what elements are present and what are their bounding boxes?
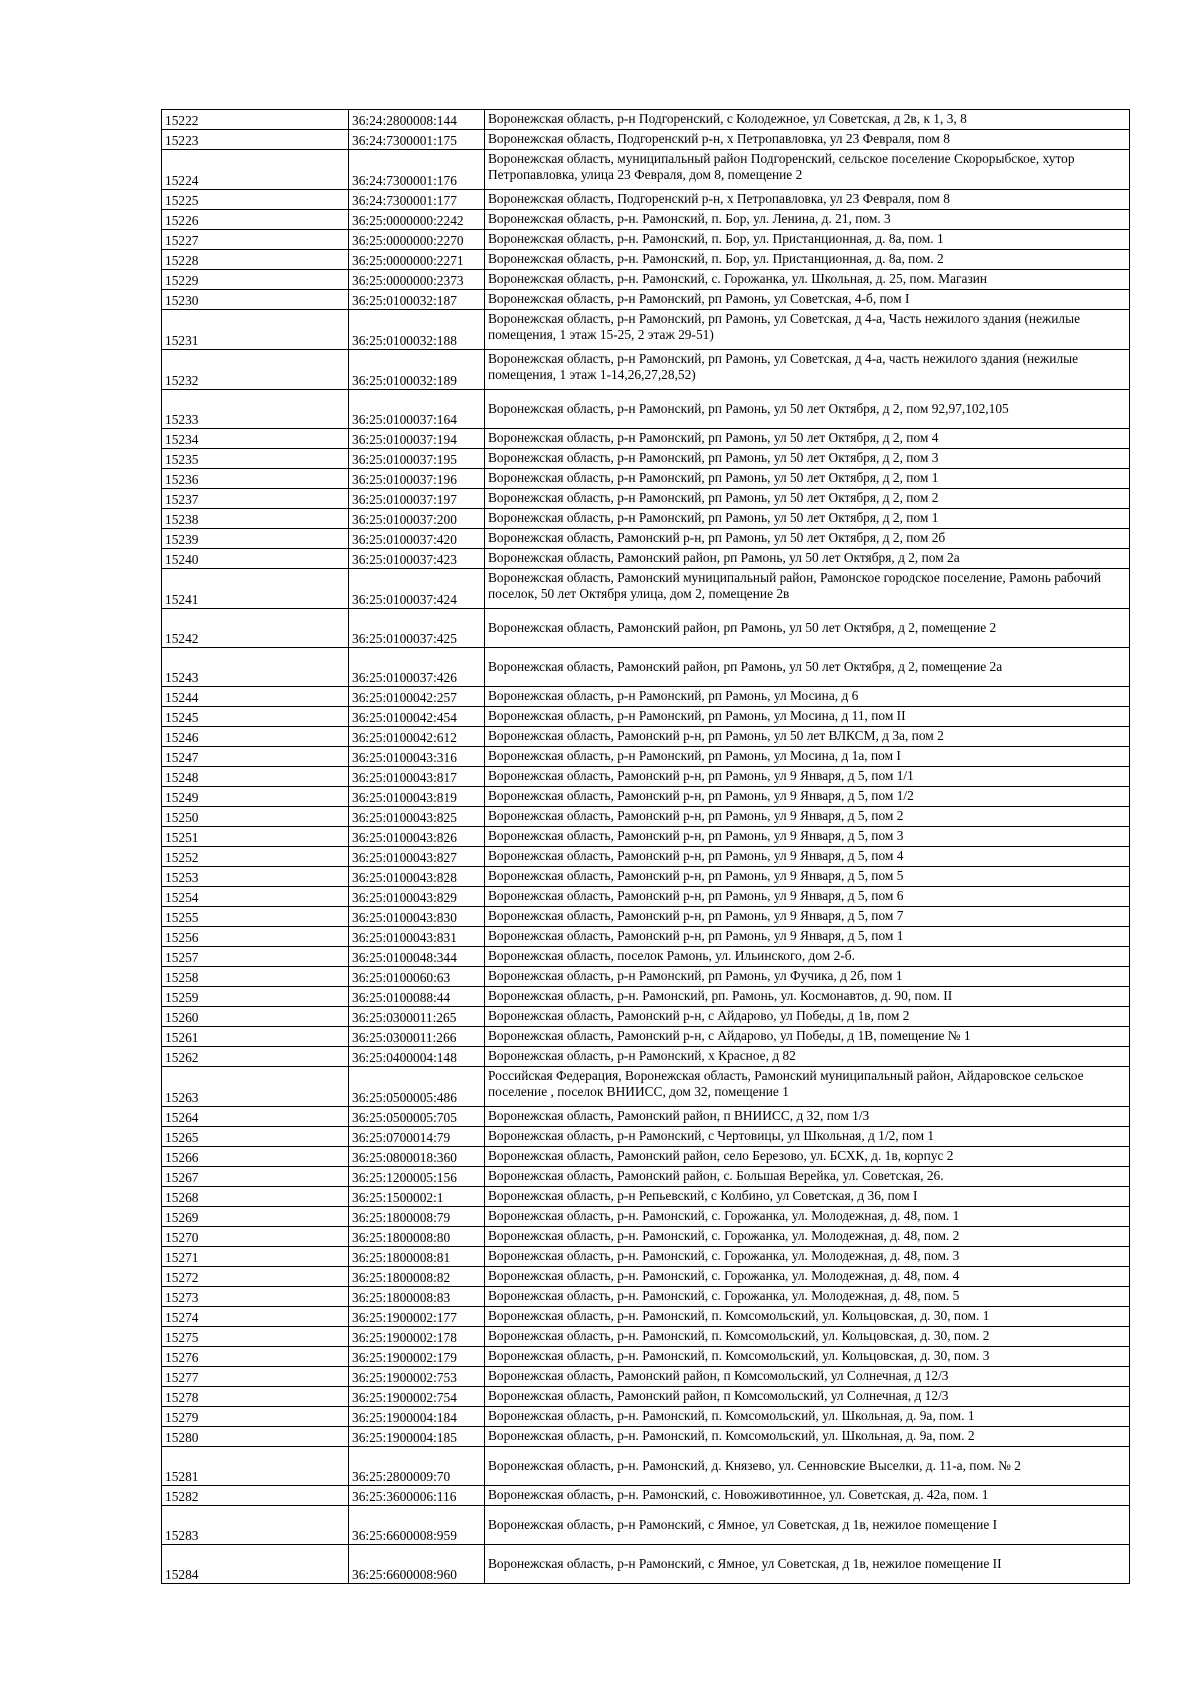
table-row — [162, 747, 1130, 767]
row-number-cell: 15273 — [162, 1287, 349, 1307]
cadastral-number-cell: 36:24:7300001:176 — [349, 150, 485, 190]
address-cell: Воронежская область, муниципальный район Подгоренский, сельское поселение Скорорыбское, хутор Петропавловка, улица 23 Февраля, дом 8, помещение 2 — [485, 150, 1130, 190]
cadastral-number-cell: 36:25:0000000:2270 — [349, 230, 485, 250]
table-row — [162, 1107, 1130, 1127]
table-row — [162, 230, 1130, 250]
table-row — [162, 1067, 1130, 1107]
cadastral-number-cell: 36:25:1900002:179 — [349, 1347, 485, 1367]
row-number-cell: 15245 — [162, 707, 349, 727]
cadastral-number-cell: 36:25:0100043:825 — [349, 807, 485, 827]
table-row — [162, 1327, 1130, 1347]
cadastral-number-cell: 36:25:2800009:70 — [349, 1447, 485, 1486]
cadastral-number-cell: 36:25:1500002:1 — [349, 1187, 485, 1207]
cadastral-number-cell: 36:25:0100037:200 — [349, 509, 485, 529]
row-number-cell: 15253 — [162, 867, 349, 887]
address-cell: Воронежская область, р-н Рамонский, с Чертовицы, ул Школьная, д 1/2, пом 1 — [485, 1127, 1130, 1147]
table-row — [162, 1447, 1130, 1486]
row-number-cell: 15244 — [162, 687, 349, 707]
table-row — [162, 210, 1130, 230]
table-row — [162, 887, 1130, 907]
registry-table-body — [162, 110, 1130, 1584]
row-number-cell: 15242 — [162, 609, 349, 648]
table-row — [162, 687, 1130, 707]
cadastral-number-cell: 36:25:1800008:82 — [349, 1267, 485, 1287]
address-cell: Воронежская область, р-н. Рамонский, с. Горожанка, ул. Молодежная, д. 48, пом. 1 — [485, 1207, 1130, 1227]
row-number-cell: 15265 — [162, 1127, 349, 1147]
address-cell: Воронежская область, р-н. Рамонский, рп. Рамонь, ул. Космонавтов, д. 90, пом. II — [485, 987, 1130, 1007]
row-number-cell: 15267 — [162, 1167, 349, 1187]
table-row — [162, 1047, 1130, 1067]
cadastral-number-cell: 36:25:1800008:80 — [349, 1227, 485, 1247]
table-row — [162, 1407, 1130, 1427]
table-row — [162, 609, 1130, 648]
address-cell: Воронежская область, р-н Рамонский, рп Рамонь, ул Мосина, д 6 — [485, 687, 1130, 707]
cadastral-number-cell: 36:25:0100037:424 — [349, 569, 485, 609]
table-row — [162, 190, 1130, 210]
row-number-cell: 15246 — [162, 727, 349, 747]
row-number-cell: 15274 — [162, 1307, 349, 1327]
cadastral-number-cell: 36:25:0100037:196 — [349, 469, 485, 489]
address-cell: Воронежская область, Рамонский район, п ВНИИСС, д 32, пом 1/3 — [485, 1107, 1130, 1127]
row-number-cell: 15259 — [162, 987, 349, 1007]
address-cell: Воронежская область, р-н Рамонский, х Красное, д 82 — [485, 1047, 1130, 1067]
table-row — [162, 429, 1130, 449]
cadastral-number-cell: 36:24:7300001:175 — [349, 130, 485, 150]
row-number-cell: 15228 — [162, 250, 349, 270]
address-cell: Воронежская область, Рамонский район, рп Рамонь, ул 50 лет Октября, д 2, помещение 2 — [485, 609, 1130, 648]
address-cell: Воронежская область, Рамонский р-н, рп Рамонь, ул 9 Января, д 5, пом 1 — [485, 927, 1130, 947]
row-number-cell: 15277 — [162, 1367, 349, 1387]
table-row — [162, 707, 1130, 727]
cadastral-number-cell: 36:25:1900002:178 — [349, 1327, 485, 1347]
cadastral-number-cell: 36:25:1200005:156 — [349, 1167, 485, 1187]
cadastral-number-cell: 36:25:0100060:63 — [349, 967, 485, 987]
table-row — [162, 130, 1130, 150]
table-row — [162, 1545, 1130, 1584]
row-number-cell: 15224 — [162, 150, 349, 190]
row-number-cell: 15248 — [162, 767, 349, 787]
row-number-cell: 15222 — [162, 110, 349, 130]
address-cell: Воронежская область, Рамонский р-н, рп Рамонь, ул 50 лет Октября, д 2, пом 2б — [485, 529, 1130, 549]
cadastral-number-cell: 36:25:0300011:266 — [349, 1027, 485, 1047]
cadastral-number-cell: 36:25:0100042:454 — [349, 707, 485, 727]
row-number-cell: 15237 — [162, 489, 349, 509]
address-cell: Воронежская область, Рамонский район, рп Рамонь, ул 50 лет Октября, д 2, помещение 2а — [485, 648, 1130, 687]
row-number-cell: 15241 — [162, 569, 349, 609]
address-cell: Российская Федерация, Воронежская область, Рамонский муниципальный район, Айдаровское сельское поселение , поселок ВНИИСС, дом 32, помещение 1 — [485, 1067, 1130, 1107]
cadastral-number-cell: 36:25:0800018:360 — [349, 1147, 485, 1167]
row-number-cell: 15250 — [162, 807, 349, 827]
address-cell: Воронежская область, Рамонский район, п Комсомольский, ул Солнечная, д 12/3 — [485, 1367, 1130, 1387]
address-cell: Воронежская область, р-н. Рамонский, п. Комсомольский, ул. Школьная, д. 9а, пом. 1 — [485, 1407, 1130, 1427]
registry-table — [161, 109, 1130, 1584]
cadastral-number-cell: 36:25:0100043:817 — [349, 767, 485, 787]
address-cell: Воронежская область, Рамонский район, п Комсомольский, ул Солнечная, д 12/3 — [485, 1387, 1130, 1407]
row-number-cell: 15226 — [162, 210, 349, 230]
row-number-cell: 15283 — [162, 1506, 349, 1545]
cadastral-number-cell: 36:25:0100037:194 — [349, 429, 485, 449]
cadastral-number-cell: 36:25:3600006:116 — [349, 1486, 485, 1506]
row-number-cell: 15223 — [162, 130, 349, 150]
row-number-cell: 15243 — [162, 648, 349, 687]
table-row — [162, 110, 1130, 130]
address-cell: Воронежская область, р-н Рамонский, рп Рамонь, ул 50 лет Октября, д 2, пом 1 — [485, 509, 1130, 529]
row-number-cell: 15271 — [162, 1247, 349, 1267]
cadastral-number-cell: 36:25:0100043:831 — [349, 927, 485, 947]
row-number-cell: 15266 — [162, 1147, 349, 1167]
row-number-cell: 15252 — [162, 847, 349, 867]
cadastral-number-cell: 36:25:0100042:612 — [349, 727, 485, 747]
address-cell: Воронежская область, поселок Рамонь, ул. Ильинского, дом 2-б. — [485, 947, 1130, 967]
address-cell: Воронежская область, р-н. Рамонский, с. Горожанка, ул. Молодежная, д. 48, пом. 2 — [485, 1227, 1130, 1247]
row-number-cell: 15227 — [162, 230, 349, 250]
cadastral-number-cell: 36:25:0100043:826 — [349, 827, 485, 847]
address-cell: Воронежская область, р-н. Рамонский, п. Бор, ул. Пристанционная, д. 8а, пом. 2 — [485, 250, 1130, 270]
cadastral-number-cell: 36:25:0100043:819 — [349, 787, 485, 807]
cadastral-number-cell: 36:25:0100032:189 — [349, 350, 485, 390]
table-row — [162, 947, 1130, 967]
row-number-cell: 15260 — [162, 1007, 349, 1027]
cadastral-number-cell: 36:25:0500005:705 — [349, 1107, 485, 1127]
table-row — [162, 1207, 1130, 1227]
table-row — [162, 1127, 1130, 1147]
cadastral-number-cell: 36:25:0100032:187 — [349, 290, 485, 310]
cadastral-number-cell: 36:24:7300001:177 — [349, 190, 485, 210]
row-number-cell: 15230 — [162, 290, 349, 310]
address-cell: Воронежская область, р-н Репьевский, с Колбино, ул Советская, д 36, пом I — [485, 1187, 1130, 1207]
row-number-cell: 15278 — [162, 1387, 349, 1407]
table-row — [162, 987, 1130, 1007]
table-row — [162, 927, 1130, 947]
table-row — [162, 390, 1130, 429]
address-cell: Воронежская область, р-н Рамонский, с Ямное, ул Советская, д 1в, нежилое помещение I — [485, 1506, 1130, 1545]
address-cell: Воронежская область, р-н. Рамонский, д. Князево, ул. Сенновские Выселки, д. 11-а, пом. № 2 — [485, 1447, 1130, 1486]
address-cell: Воронежская область, Рамонский р-н, рп Рамонь, ул 50 лет ВЛКСМ, д 3а, пом 2 — [485, 727, 1130, 747]
address-cell: Воронежская область, р-н. Рамонский, п. Комсомольский, ул. Кольцовская, д. 30, пом. 1 — [485, 1307, 1130, 1327]
table-row — [162, 1267, 1130, 1287]
row-number-cell: 15229 — [162, 270, 349, 290]
row-number-cell: 15282 — [162, 1486, 349, 1506]
address-cell: Воронежская область, Рамонский р-н, рп Рамонь, ул 9 Января, д 5, пом 3 — [485, 827, 1130, 847]
cadastral-number-cell: 36:25:0100043:827 — [349, 847, 485, 867]
address-cell: Воронежская область, р-н. Рамонский, п. Бор, ул. Ленина, д. 21, пом. 3 — [485, 210, 1130, 230]
address-cell: Воронежская область, р-н Рамонский, рп Рамонь, ул Советская, 4-б, пом I — [485, 290, 1130, 310]
address-cell: Воронежская область, р-н Рамонский, рп Рамонь, ул Советская, д 4-а, Часть нежилого здания (нежилые помещения, 1 этаж 15-25, 2 этаж 29-51) — [485, 310, 1130, 350]
table-row — [162, 1147, 1130, 1167]
address-cell: Воронежская область, р-н Рамонский, рп Рамонь, ул 50 лет Октября, д 2, пом 2 — [485, 489, 1130, 509]
table-row — [162, 1367, 1130, 1387]
table-row — [162, 967, 1130, 987]
row-number-cell: 15262 — [162, 1047, 349, 1067]
cadastral-number-cell: 36:25:0000000:2242 — [349, 210, 485, 230]
row-number-cell: 15270 — [162, 1227, 349, 1247]
table-row — [162, 549, 1130, 569]
table-row — [162, 1347, 1130, 1367]
table-row — [162, 648, 1130, 687]
address-cell: Воронежская область, р-н Рамонский, рп Рамонь, ул Мосина, д 11, пом II — [485, 707, 1130, 727]
table-row — [162, 1287, 1130, 1307]
table-row — [162, 469, 1130, 489]
table-row — [162, 250, 1130, 270]
row-number-cell: 15257 — [162, 947, 349, 967]
cadastral-number-cell: 36:25:0100032:188 — [349, 310, 485, 350]
cadastral-number-cell: 36:25:6600008:959 — [349, 1506, 485, 1545]
table-row — [162, 907, 1130, 927]
table-row — [162, 509, 1130, 529]
table-row — [162, 1167, 1130, 1187]
table-row — [162, 1387, 1130, 1407]
address-cell: Воронежская область, р-н. Рамонский, п. Комсомольский, ул. Кольцовская, д. 30, пом. 3 — [485, 1347, 1130, 1367]
table-row — [162, 1187, 1130, 1207]
cadastral-number-cell: 36:25:0400004:148 — [349, 1047, 485, 1067]
table-row — [162, 270, 1130, 290]
address-cell: Воронежская область, Рамонский р-н, рп Рамонь, ул 9 Января, д 5, пом 1/2 — [485, 787, 1130, 807]
table-row — [162, 1247, 1130, 1267]
row-number-cell: 15256 — [162, 927, 349, 947]
row-number-cell: 15234 — [162, 429, 349, 449]
address-cell: Воронежская область, Рамонский р-н, рп Рамонь, ул 9 Января, д 5, пом 1/1 — [485, 767, 1130, 787]
address-cell: Воронежская область, р-н Подгоренский, с Колодежное, ул Советская, д 2в, к 1, 3, 8 — [485, 110, 1130, 130]
table-row — [162, 350, 1130, 390]
cadastral-number-cell: 36:25:1900004:184 — [349, 1407, 485, 1427]
row-number-cell: 15247 — [162, 747, 349, 767]
cadastral-number-cell: 36:25:0000000:2271 — [349, 250, 485, 270]
row-number-cell: 15225 — [162, 190, 349, 210]
row-number-cell: 15261 — [162, 1027, 349, 1047]
address-cell: Воронежская область, р-н Рамонский, рп Рамонь, ул Фучика, д 2б, пом 1 — [485, 967, 1130, 987]
row-number-cell: 15239 — [162, 529, 349, 549]
row-number-cell: 15254 — [162, 887, 349, 907]
table-row — [162, 1427, 1130, 1447]
cadastral-number-cell: 36:25:0100048:344 — [349, 947, 485, 967]
cadastral-number-cell: 36:25:0300011:265 — [349, 1007, 485, 1027]
address-cell: Воронежская область, Рамонский р-н, рп Рамонь, ул 9 Января, д 5, пом 6 — [485, 887, 1130, 907]
row-number-cell: 15280 — [162, 1427, 349, 1447]
table-row — [162, 787, 1130, 807]
address-cell: Воронежская область, Рамонский муниципальный район, Рамонское городское поселение, Рамонь рабочий поселок, 50 лет Октября улица, дом 2, помещение 2в — [485, 569, 1130, 609]
address-cell: Воронежская область, р-н. Рамонский, с. Горожанка, ул. Молодежная, д. 48, пом. 4 — [485, 1267, 1130, 1287]
address-cell: Воронежская область, р-н. Рамонский, с. Новоживотинное, ул. Советская, д. 42а, пом. 1 — [485, 1486, 1130, 1506]
cadastral-number-cell: 36:25:0100037:423 — [349, 549, 485, 569]
row-number-cell: 15281 — [162, 1447, 349, 1486]
table-row — [162, 529, 1130, 549]
table-row — [162, 847, 1130, 867]
cadastral-number-cell: 36:25:1900002:754 — [349, 1387, 485, 1407]
address-cell: Воронежская область, р-н Рамонский, рп Рамонь, ул 50 лет Октября, д 2, пом 3 — [485, 449, 1130, 469]
address-cell: Воронежская область, Подгоренский р-н, х Петропавловка, ул 23 Февраля, пом 8 — [485, 190, 1130, 210]
cadastral-number-cell: 36:24:2800008:144 — [349, 110, 485, 130]
table-row — [162, 1307, 1130, 1327]
address-cell: Воронежская область, р-н Рамонский, рп Рамонь, ул Мосина, д 1а, пом I — [485, 747, 1130, 767]
address-cell: Воронежская область, р-н. Рамонский, п. Комсомольский, ул. Школьная, д. 9а, пом. 2 — [485, 1427, 1130, 1447]
cadastral-number-cell: 36:25:1800008:81 — [349, 1247, 485, 1267]
cadastral-number-cell: 36:25:0100043:828 — [349, 867, 485, 887]
cadastral-number-cell: 36:25:0100037:164 — [349, 390, 485, 429]
address-cell: Воронежская область, Рамонский район, село Березово, ул. БСХК, д. 1в, корпус 2 — [485, 1147, 1130, 1167]
address-cell: Воронежская область, р-н. Рамонский, с. Горожанка, ул. Молодежная, д. 48, пом. 5 — [485, 1287, 1130, 1307]
row-number-cell: 15269 — [162, 1207, 349, 1227]
address-cell: Воронежская область, Рамонский р-н, с Айдарово, ул Победы, д 1в, пом 2 — [485, 1007, 1130, 1027]
cadastral-number-cell: 36:25:1900002:753 — [349, 1367, 485, 1387]
address-cell: Воронежская область, Рамонский район, с. Большая Верейка, ул. Советская, 26. — [485, 1167, 1130, 1187]
cadastral-number-cell: 36:25:0100037:195 — [349, 449, 485, 469]
row-number-cell: 15279 — [162, 1407, 349, 1427]
row-number-cell: 15272 — [162, 1267, 349, 1287]
cadastral-number-cell: 36:25:1900004:185 — [349, 1427, 485, 1447]
cadastral-number-cell: 36:25:0100088:44 — [349, 987, 485, 1007]
table-row — [162, 1007, 1130, 1027]
address-cell: Воронежская область, Рамонский р-н, рп Рамонь, ул 9 Января, д 5, пом 5 — [485, 867, 1130, 887]
row-number-cell: 15255 — [162, 907, 349, 927]
table-row — [162, 489, 1130, 509]
table-row — [162, 727, 1130, 747]
row-number-cell: 15233 — [162, 390, 349, 429]
cadastral-number-cell: 36:25:0100037:197 — [349, 489, 485, 509]
cadastral-number-cell: 36:25:6600008:960 — [349, 1545, 485, 1584]
table-row — [162, 867, 1130, 887]
address-cell: Воронежская область, р-н Рамонский, рп Рамонь, ул 50 лет Октября, д 2, пом 1 — [485, 469, 1130, 489]
row-number-cell: 15240 — [162, 549, 349, 569]
table-row — [162, 1227, 1130, 1247]
table-row — [162, 1027, 1130, 1047]
row-number-cell: 15275 — [162, 1327, 349, 1347]
table-row — [162, 767, 1130, 787]
row-number-cell: 15249 — [162, 787, 349, 807]
cadastral-number-cell: 36:25:1800008:79 — [349, 1207, 485, 1227]
cadastral-number-cell: 36:25:0100043:829 — [349, 887, 485, 907]
row-number-cell: 15251 — [162, 827, 349, 847]
row-number-cell: 15238 — [162, 509, 349, 529]
row-number-cell: 15284 — [162, 1545, 349, 1584]
address-cell: Воронежская область, Рамонский район, рп Рамонь, ул 50 лет Октября, д 2, пом 2а — [485, 549, 1130, 569]
address-cell: Воронежская область, р-н. Рамонский, п. Комсомольский, ул. Кольцовская, д. 30, пом. 2 — [485, 1327, 1130, 1347]
cadastral-number-cell: 36:25:0500005:486 — [349, 1067, 485, 1107]
table-row — [162, 569, 1130, 609]
cadastral-number-cell: 36:25:0700014:79 — [349, 1127, 485, 1147]
row-number-cell: 15263 — [162, 1067, 349, 1107]
table-row — [162, 150, 1130, 190]
cadastral-number-cell: 36:25:0100037:426 — [349, 648, 485, 687]
address-cell: Воронежская область, Рамонский р-н, рп Рамонь, ул 9 Января, д 5, пом 4 — [485, 847, 1130, 867]
address-cell: Воронежская область, р-н Рамонский, рп Рамонь, ул 50 лет Октября, д 2, пом 92,97,102,105 — [485, 390, 1130, 429]
address-cell: Воронежская область, р-н. Рамонский, п. Бор, ул. Пристанционная, д. 8а, пом. 1 — [485, 230, 1130, 250]
cadastral-number-cell: 36:25:1900002:177 — [349, 1307, 485, 1327]
row-number-cell: 15236 — [162, 469, 349, 489]
address-cell: Воронежская область, р-н Рамонский, рп Рамонь, ул 50 лет Октября, д 2, пом 4 — [485, 429, 1130, 449]
cadastral-number-cell: 36:25:0100043:830 — [349, 907, 485, 927]
table-row — [162, 1506, 1130, 1545]
address-cell: Воронежская область, Рамонский р-н, рп Рамонь, ул 9 Января, д 5, пом 2 — [485, 807, 1130, 827]
address-cell: Воронежская область, р-н. Рамонский, с. Горожанка, ул. Школьная, д. 25, пом. Магазин — [485, 270, 1130, 290]
address-cell: Воронежская область, р-н Рамонский, с Ямное, ул Советская, д 1в, нежилое помещение II — [485, 1545, 1130, 1584]
table-row — [162, 290, 1130, 310]
cadastral-number-cell: 36:25:1800008:83 — [349, 1287, 485, 1307]
row-number-cell: 15231 — [162, 310, 349, 350]
address-cell: Воронежская область, Подгоренский р-н, х Петропавловка, ул 23 Февраля, пом 8 — [485, 130, 1130, 150]
row-number-cell: 15258 — [162, 967, 349, 987]
table-row — [162, 807, 1130, 827]
table-row — [162, 310, 1130, 350]
cadastral-number-cell: 36:25:0000000:2373 — [349, 270, 485, 290]
address-cell: Воронежская область, Рамонский р-н, с Айдарово, ул Победы, д 1В, помещение № 1 — [485, 1027, 1130, 1047]
row-number-cell: 15232 — [162, 350, 349, 390]
row-number-cell: 15276 — [162, 1347, 349, 1367]
table-row — [162, 1486, 1130, 1506]
table-row — [162, 827, 1130, 847]
row-number-cell: 15268 — [162, 1187, 349, 1207]
cadastral-number-cell: 36:25:0100037:420 — [349, 529, 485, 549]
table-row — [162, 449, 1130, 469]
row-number-cell: 15264 — [162, 1107, 349, 1127]
cadastral-number-cell: 36:25:0100042:257 — [349, 687, 485, 707]
address-cell: Воронежская область, р-н. Рамонский, с. Горожанка, ул. Молодежная, д. 48, пом. 3 — [485, 1247, 1130, 1267]
address-cell: Воронежская область, р-н Рамонский, рп Рамонь, ул Советская, д 4-а, часть нежилого здания (нежилые помещения, 1 этаж 1-14,26,27,28,52) — [485, 350, 1130, 390]
row-number-cell: 15235 — [162, 449, 349, 469]
cadastral-number-cell: 36:25:0100037:425 — [349, 609, 485, 648]
address-cell: Воронежская область, Рамонский р-н, рп Рамонь, ул 9 Января, д 5, пом 7 — [485, 907, 1130, 927]
cadastral-number-cell: 36:25:0100043:316 — [349, 747, 485, 767]
